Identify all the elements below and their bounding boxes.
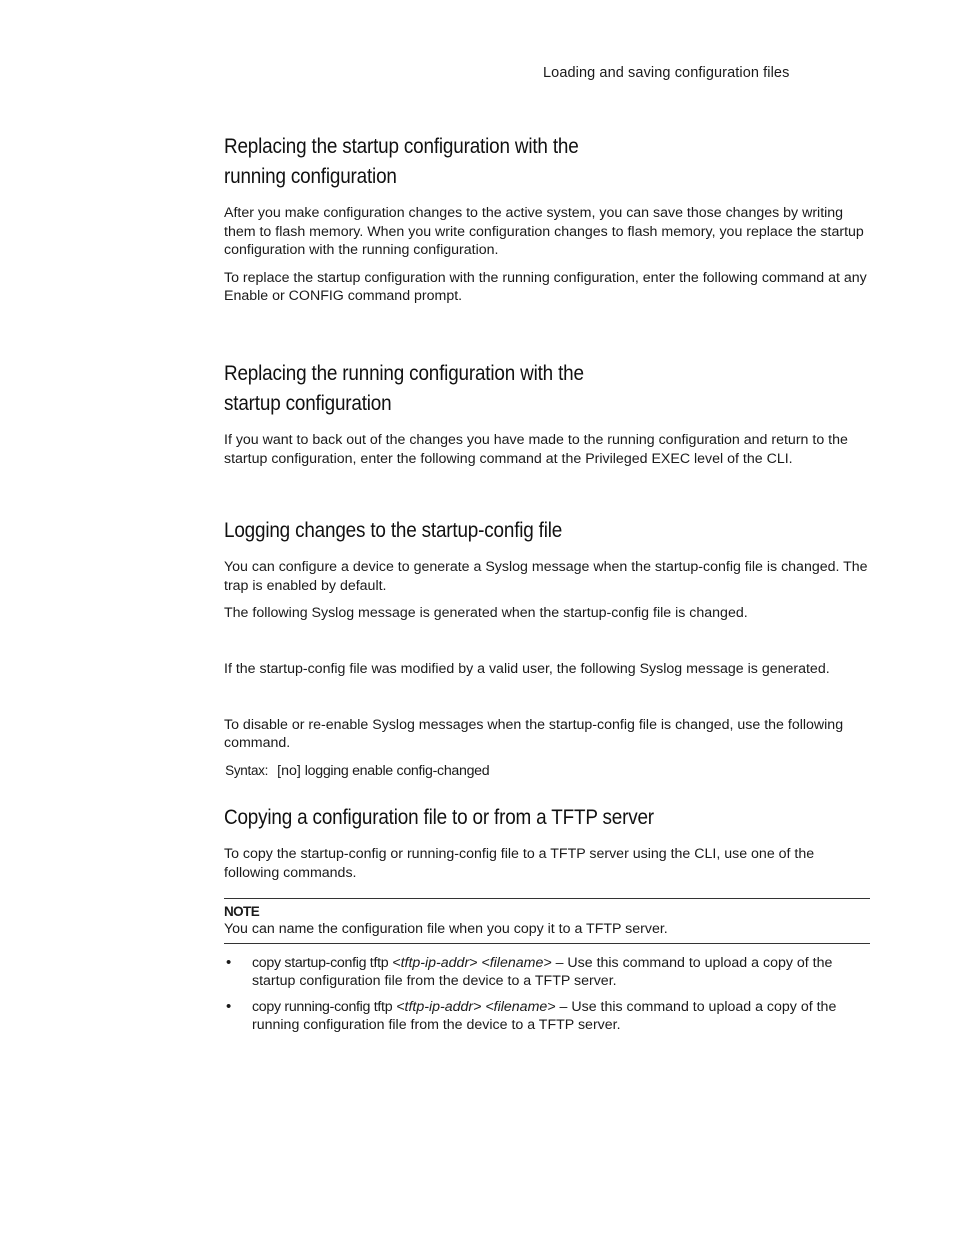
section-title-line: Replacing the startup configuration with the	[224, 135, 579, 158]
section-title-replace-running	[224, 359, 805, 419]
paragraph: To replace the startup configuration with the running configuration, enter the following command at any Enable or CONFIG command prompt.	[224, 269, 867, 305]
section-title-replace-startup	[224, 132, 805, 192]
syntax-line	[224, 762, 870, 781]
list-item	[224, 954, 870, 991]
command-arg: <tftp-ip-addr>	[392, 954, 478, 971]
command-arg: <filename>	[481, 954, 552, 971]
paragraph: If you want to back out of the changes you have made to the running configuration and return to the startup configuration, enter the following command at the Privileged EXEC level of the CLI.	[224, 431, 848, 467]
command-description: – Use this command to upload a copy of the startup configuration file from the device to a TFTP server.	[252, 954, 833, 990]
bullet-icon: •	[226, 953, 232, 971]
paragraph: You can configure a device to generate a Syslog message when the startup-config file is changed. The trap is enabled by default.	[224, 559, 868, 594]
paragraph: If the startup-config file was modified by a valid user, the following Syslog message is generated.	[224, 660, 830, 677]
list-item	[224, 998, 870, 1035]
section-title-line: running configuration	[224, 165, 397, 188]
section-title-tftp: Copying a configuration file to or from a TFTP server	[224, 806, 654, 830]
section-title-logging: Logging changes to the startup-config file	[224, 519, 563, 543]
command-name: copy running-config tftp	[252, 998, 393, 1015]
note-text: You can name the configuration file when you copy it to a TFTP server.	[224, 920, 668, 937]
command-name: copy startup-config tftp	[252, 954, 389, 971]
command-description: – Use this command to upload a copy of the running configuration file from the device to a TFTP server.	[252, 998, 837, 1034]
page-content	[224, 132, 870, 1035]
note-title: NOTE	[224, 903, 260, 919]
paragraph: To copy the startup-config or running-config file to a TFTP server using the CLI, use one of the following commands.	[224, 846, 815, 881]
section-title-line: startup configuration	[224, 391, 392, 415]
command-arg: <filename>	[485, 998, 556, 1015]
syntax-label: Syntax:	[225, 762, 269, 779]
paragraph: The following Syslog message is generated when the startup-config file is changed.	[224, 605, 748, 622]
command-list	[224, 954, 870, 1035]
section-title-line: Replacing the running configuration with the	[224, 361, 584, 385]
paragraph: After you make configuration changes to the active system, you can save those changes by writing them to flash memory. When you write configuration changes to flash memory, you replace the startup configuration with the running configuration.	[224, 205, 864, 259]
syntax-optional: [no]	[277, 762, 301, 779]
bullet-icon: •	[226, 997, 232, 1015]
note-box	[224, 898, 870, 944]
running-header: Loading and saving configuration files	[543, 65, 790, 81]
command-arg: <tftp-ip-addr>	[396, 998, 482, 1015]
paragraph: To disable or re-enable Syslog messages when the startup-config file is changed, use the following command.	[224, 716, 844, 752]
syntax-command: logging enable config-changed	[304, 762, 490, 779]
